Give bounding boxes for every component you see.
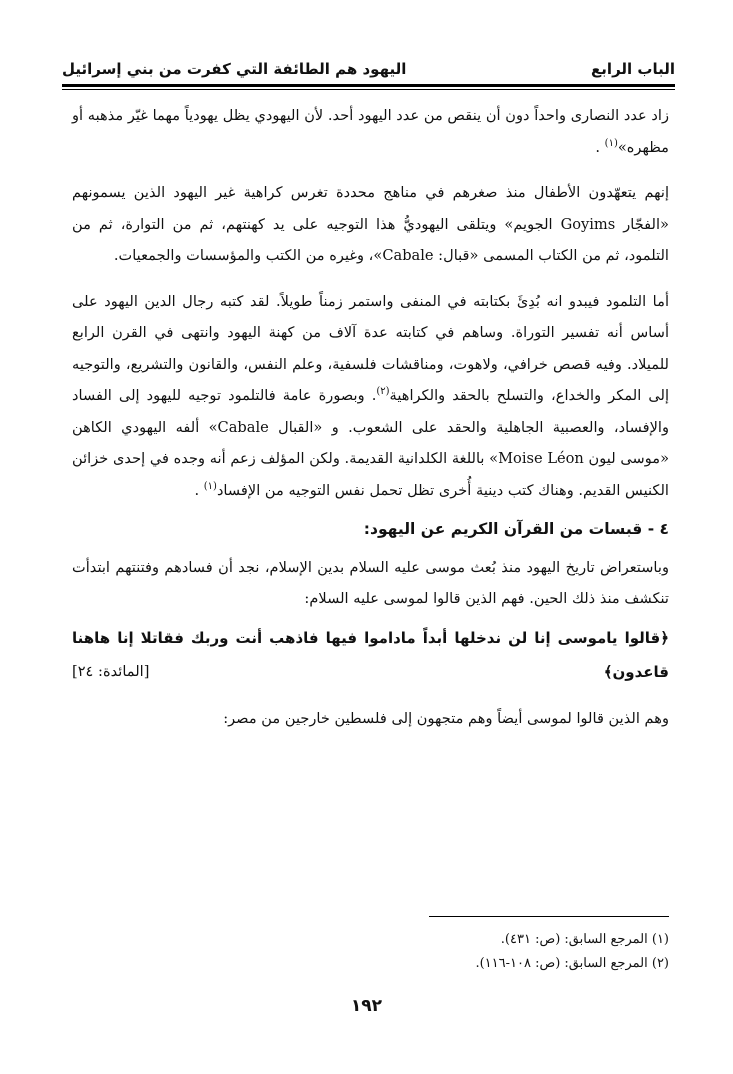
footnote-rule	[429, 916, 669, 917]
page-number: ١٩٢	[350, 996, 383, 1016]
header-rule	[62, 84, 675, 87]
paragraph-1: زاد عدد النصارى واحداً دون أن ينقص من عدد اليهود أحد. لأن اليهودي يظل يهودياً مهما غيّر مذهبه أو مظهره»$^{(١)}$ .	[72, 107, 669, 156]
footnote-2: (٢) المرجع السابق: (ص: ١٠٨-١١٦).	[475, 956, 669, 971]
footnote-ref: (٢)	[376, 386, 390, 398]
running-header	[62, 42, 675, 84]
paragraph-2: إنهم يتعهّدون الأطفال منذ صغرهم في مناهج محددة تغرس كراهية غير اليهود الذين يسمونهم «الفجّار Goyims الجويم» ويتلقى اليهوديُّ هذا التوجيه على يد كهنتهم، ثم من التوارة، ثم من التلمود، ثم من الكتاب المسمى «قبال: Cabale»، وغيره من الكتب والمؤسسات والجمعيات.	[72, 184, 669, 264]
section-heading: ٤ - قبسات من القرآن الكريم عن اليهود:	[363, 520, 669, 538]
paragraph-5: وباستعراض تاريخ اليهود منذ بُعث موسى عليه السلام بدين الإسلام، نجد أن فسادهم وفتنتهم ابتدأت تنكشف منذ ذلك الحين. فهم الذين قالوا لموسى عليه السلام:	[72, 558, 669, 607]
body-text	[72, 100, 669, 734]
footnote-1: (١) المرجع السابق: (ص: ٤٣١).	[500, 932, 669, 947]
footnote-ref: (١)	[203, 480, 217, 492]
quran-reference: [المائدة: ٢٤]	[72, 662, 150, 680]
section-header-title: اليهود هم الطائفة التي كفرت من بني إسرائيل	[62, 60, 407, 78]
paragraph-3: أما التلمود فيبدو انه بُدِئَ بكتابته في المنفى واستمر زمناً طويلاً. لقد كتبه رجال الدين اليهود على أساس أنه تفسير التوراة. وساهم في كتابته عدة آلاف من كهنة اليهود وانتهى في القرن الرابع للميلاد. وفيه قصص خرافي، ولاهوت، ومناقشات فلسفية، وعلم النفس، والقانون والتشريع، والتوجيه إلى المكر والخداع، والتسلح بالحقد والكراهية$^{(٢)}$. وبصورة عامة فالتلمود توجيه لليهود إلى الفساد والإفساد، والعصبية الجاهلية والحقد على الشعوب. و «القبال Cabale» ألفه اليهودي الكاهن «موسى ليون Moise Léon» باللغة الكلدانية القديمة. ولكن المؤلف زعم أنه وجده في إحدى خزائن الكنيس القديم. وهناك كتب دينية أُخرى تظل تحمل نفس التوجيه من الإفساد$^{(١)}$ .	[72, 292, 669, 499]
paragraph-6: وهم الذين قالوا لموسى أيضاً وهم متجهون إلى فلسطين خارجين من مصر:	[223, 709, 669, 727]
footnote-ref: (١)	[604, 137, 618, 149]
paragraph-4: وبصورة عامة فالتلمود توجيه لليهود إلى الفساد والإفساد، والعصبية الجاهلية والحقد على الشعوب. و «القبال Cabale» ألفه اليهودي الكاهن «موسى ليون Moise Léon» باللغة الكلدانية القديمة. ولكن المؤلف زعم أنه وجده في إحدى خزائن الكنيس القديم. وهناك كتب دينية أُخرى تظل تحمل نفس التوجيه من الإفساد	[72, 387, 669, 499]
chapter-title: الباب الرابع	[591, 60, 675, 78]
header-rule-thin	[62, 89, 675, 90]
quran-verse: ﴿قالوا ياموسى إنا لن ندخلها أبداً ماداموا فيها فاذهب أنت وربك فقاتلا إنا هاهنا قاعدون﴾ [المائدة: ٢٤]	[72, 621, 669, 689]
footnotes	[72, 928, 669, 976]
